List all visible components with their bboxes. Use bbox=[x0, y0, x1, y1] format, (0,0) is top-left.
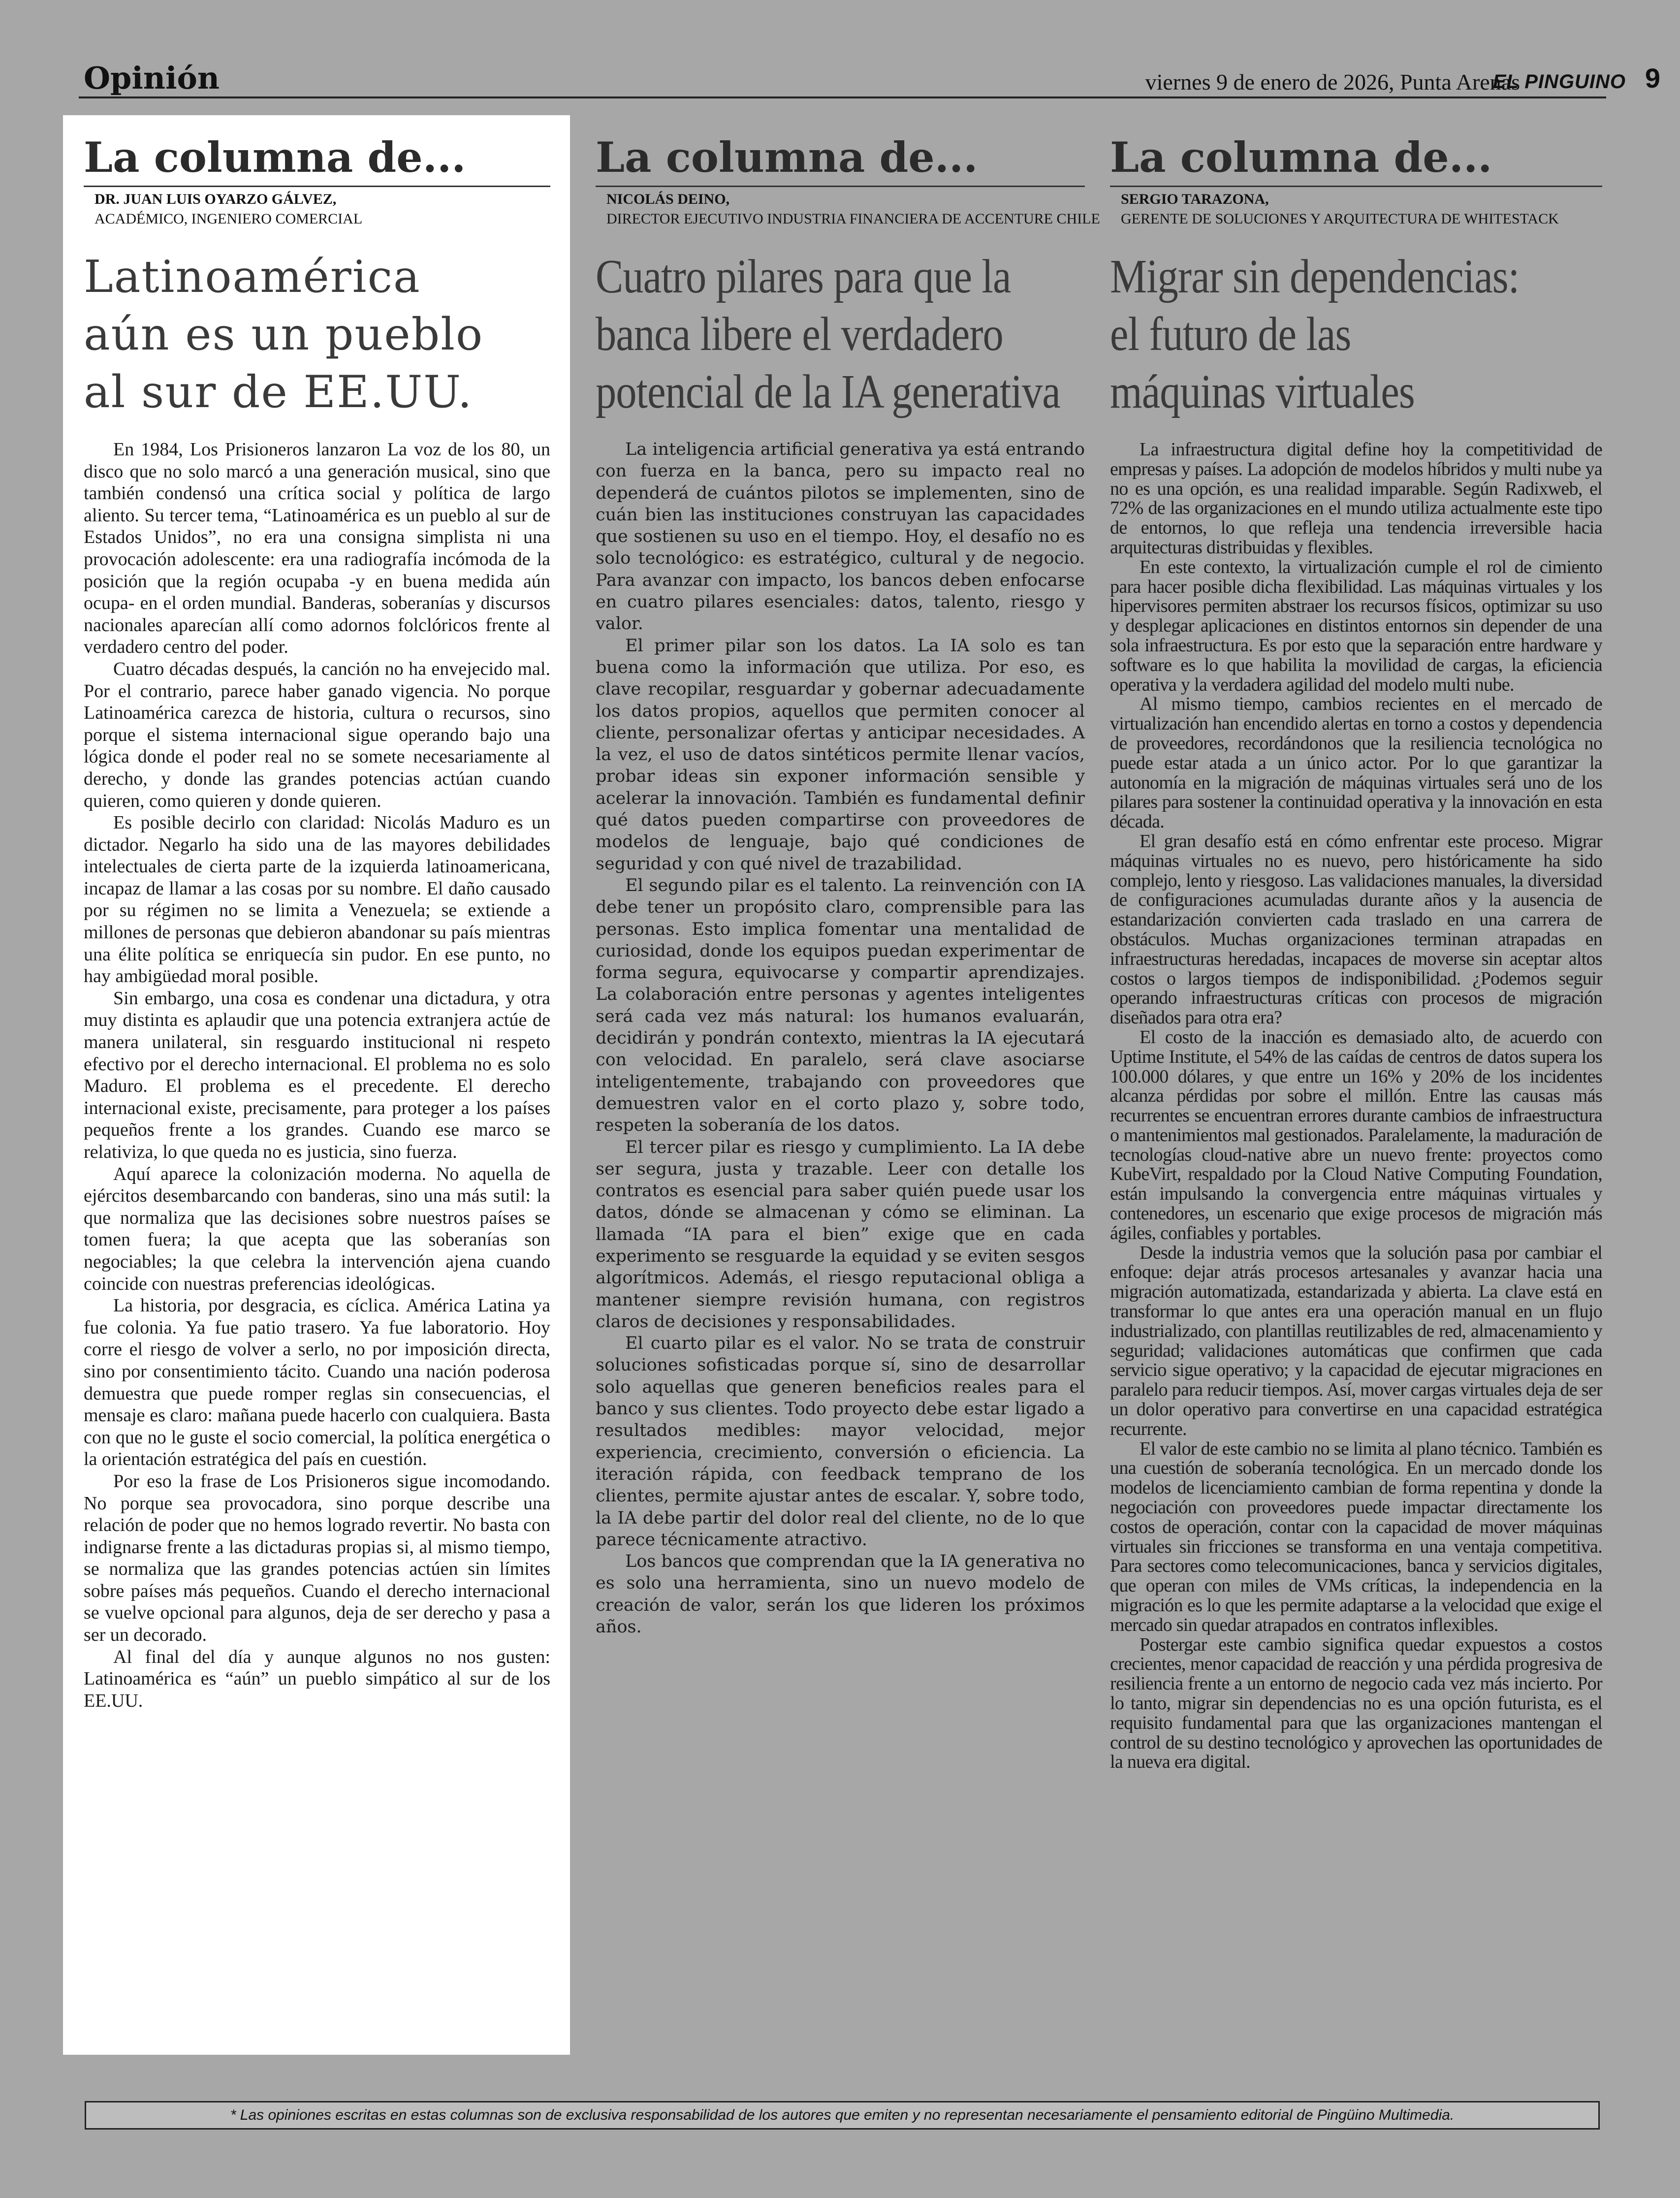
body-paragraph: Cuatro décadas después, la canción no ha envejecido mal. Por el contrario, parece haber ganado vigencia. No porque Latinoamérica carezca de historia, cultura o recursos, sino porque el sistema internacional sigue operando bajo una lógica donde el poder real no se somete necesariamente al derecho, y donde las grandes potencias actúan cuando quieren, como quieren y donde quieren. bbox=[84, 658, 550, 811]
author-role: DIRECTOR EJECUTIVO INDUSTRIA FINANCIERA DE ACCENTURE CHILE bbox=[606, 211, 1100, 227]
column-headline bbox=[596, 248, 1084, 421]
body-paragraph: La infraestructura digital define hoy la competitividad de empresas y países. La adopción de modelos híbridos y multi nube ya no es una opción, es una realidad imparable. Según Radixweb, el 72% de las organizaciones en el mundo utiliza actualmente este tipo de entornos, lo que refleja una tendencia irreversible hacia arquitecturas distribuidas y flexibles. bbox=[1110, 439, 1602, 558]
author-name: SERGIO TARAZONA, bbox=[1121, 191, 1269, 207]
headline-line: Latinoamérica bbox=[84, 251, 421, 303]
column-headline bbox=[1110, 248, 1601, 421]
headline-line: el futuro de las bbox=[1110, 308, 1351, 361]
author-role: GERENTE DE SOLUCIONES Y ARQUITECTURA DE WHITESTACK bbox=[1121, 211, 1559, 227]
body-paragraph: Postergar este cambio significa quedar expuestos a costos crecientes, menor capacidad de reacción y una pérdida progresiva de resiliencia frente a un entorno de negocio cada vez más incierto. Por lo tanto, migrar sin dependencias no es una opción futurista, es el requisito fundamental para que las organizaciones mantengan el control de su destino tecnológico y aprovechen las oportunidades de la nueva era digital. bbox=[1110, 1634, 1602, 1773]
body-paragraph: Al final del día y aunque algunos no nos gusten: Latinoamérica es “aún” un pueblo simpático al sur de los EE.UU. bbox=[84, 1646, 550, 1711]
headline-line: banca libere el verdadero bbox=[596, 308, 1003, 361]
body-paragraph: El primer pilar son los datos. La IA solo es tan buena como la información que utiliza. Por eso, es clave recopilar, resguardar y gobernar adecuadamente los datos propios, aquellos que permiten conocer al cliente, personalizar ofertas y anticipar necesidades. A la vez, el uso de datos sintéticos permite llenar vacíos, probar ideas sin exponer información sensible y acelerar la innovación. También es fundamental definir qué datos pueden compartirse con proveedores de modelos de lenguaje, bajo qué condiciones de seguridad y con qué nivel de trazabilidad. bbox=[596, 636, 1085, 874]
body-paragraph: El segundo pilar es el talento. La reinvención con IA debe tener un propósito claro, comprensible para las personas. Esto implica fomentar una mentalidad de curiosidad, donde los equipos puedan experimentar de forma segura, equivocarse y compartir aprendizajes. La colaboración entre personas y agentes inteligentes será cada vez más natural: los humanos evaluarán, decidirán y pondrán contexto, mientras la IA ejecutará con velocidad. En paralelo, será clave asociarse inteligentemente, trabajando con proveedores que demuestren valor en el corto plazo y, sobre todo, respeten la soberanía de los datos. bbox=[596, 875, 1085, 1136]
body-paragraph: En este contexto, la virtualización cumple el rol de cimiento para hacer posible dicha flexibilidad. Las máquinas virtuales y los hipervisores permiten abstraer los recursos físicos, optimizar su uso y desplegar aplicaciones en distintos entornos sin depender de una sola infraestructura. Es por esto que la separación entre hardware y software es lo que habilita la movilidad de cargas, la eficiencia operativa y la verdadera agilidad del modelo multi nube. bbox=[1110, 556, 1602, 695]
column-headline bbox=[84, 248, 550, 421]
body-paragraph: La inteligencia artificial generativa ya está entrando con fuerza en la banca, pero su impacto real no dependerá de cuántos pilotos se implementen, sino de cuán bien las instituciones construyan las capacidades que sostienen su uso en el tiempo. Hoy, el desafío no es solo tecnológico: es estratégico, cultural y de negocio. Para avanzar con impacto, los bancos deben enfocarse en cuatro pilares esenciales: datos, talento, riesgo y valor. bbox=[596, 440, 1085, 634]
body-paragraph: La historia, por desgracia, es cíclica. América Latina ya fue colonia. Ya fue patio trasero. Ya fue laboratorio. Hoy corre el riesgo de volver a serlo, no por imposición directa, sino por consentimiento tácito. Cuando una nación poderosa demuestra que puede romper reglas sin consecuencias, el mensaje es claro: mañana puede hacerlo con cualquiera. Basta con que no le guste el socio comercial, la política energética o la orientación estratégica del país en cuestión. bbox=[84, 1295, 550, 1470]
page-header bbox=[0, 0, 1680, 98]
column-body bbox=[596, 439, 1085, 1638]
body-paragraph: El valor de este cambio no se limita al plano técnico. También es una cuestión de soberanía tecnológica. En un mercado donde los modelos de licenciamiento cambian de forma repentina y donde la negociación con proveedores puede impactar directamente los costos de operación, contar con la capacidad de mover máquinas virtuales sin fricciones se transforma en una ventaja competitiva. Para sectores como telecomunicaciones, banca y servicios digitales, que operan con miles de VMs críticas, la independencia en la migración es lo que les permite adaptarse a la velocidad que exige el mercado sin quedar atrapados en contratos inflexibles. bbox=[1110, 1438, 1602, 1635]
column-kicker: La columna de... bbox=[1110, 133, 1492, 182]
body-paragraph: Al mismo tiempo, cambios recientes en el mercado de virtualización han encendido alertas en torno a costos y dependencia de proveedores, recordándonos que la resiliencia tecnológica no puede estar atada a un único actor. Por lo que garantizar la autonomía en la migración de máquinas virtuales será uno de los pilares para sostener la continuidad operativa y la innovación en esta década. bbox=[1110, 694, 1602, 832]
header-divider bbox=[79, 96, 1606, 98]
page-number: 9 bbox=[1645, 63, 1660, 94]
body-paragraph: El gran desafío está en cómo enfrentar este proceso. Migrar máquinas virtuales no es nuevo, pero históricamente ha sido complejo, lento y riesgoso. Las validaciones manuales, la diversidad de configuraciones acumuladas durante años y la ausencia de estandarización convierten cada traslado en una carrera de obstáculos. Muchas organizaciones terminan atrapadas en infraestructuras heredadas, incapaces de moverse sin aceptar altos costos o largos tiempos de indisponibilidad. ¿Podemos seguir operando infraestructuras críticas con procesos de migración diseñados para otra era? bbox=[1110, 830, 1602, 1028]
body-paragraph: Los bancos que comprendan que la IA generativa no es solo una herramienta, sino un nuevo modelo de creación de valor, serán los que lideren los próximos años. bbox=[596, 1552, 1085, 1637]
headline-line: aún es un pueblo bbox=[84, 309, 484, 360]
column-body bbox=[1110, 440, 1602, 1772]
opinion-column-1 bbox=[63, 115, 570, 2055]
body-paragraph: Aquí aparece la colonización moderna. No aquella de ejércitos desembarcando con banderas, sino una más sutil: la que normaliza que las decisiones sobre nuestros países se tomen fuera; la que acepta que las soberanías son negociables; la que celebra la intervención ajena cuando coincide con nuestras preferencias ideológicas. bbox=[84, 1163, 550, 1294]
headline-line: Migrar sin dependencias: bbox=[1110, 250, 1520, 303]
headline-line: máquinas virtuales bbox=[1110, 365, 1415, 418]
author-name: NICOLÁS DEINO, bbox=[606, 191, 730, 207]
disclaimer-footnote: * Las opiniones escritas en estas columnas son de exclusiva responsabilidad de los autores que emiten y no representan necesariamente el pensamiento editorial de Pingüino Multimedia. bbox=[85, 2101, 1600, 2130]
body-paragraph: En 1984, Los Prisioneros lanzaron La voz de los 80, un disco que no solo marcó a una generación musical, sino que también condensó una crítica social y política de largo aliento. Su tercer tema, “Latinoamérica es un pueblo al sur de Estados Unidos”, no era una consigna simplista ni una provocación adolescente: era una radiografía incómoda de la posición que la región ocupaba -y en buena medida aún ocupa- en el orden mundial. Banderas, soberanías y discursos nacionales aparecían allí como adornos folclóricos frente al verdadero centro del poder. bbox=[84, 439, 550, 658]
headline-line: Cuatro pilares para que la bbox=[596, 250, 1011, 303]
section-name: Opinión bbox=[84, 60, 220, 96]
date-line: viernes 9 de enero de 2026, Punta Arenas bbox=[1145, 69, 1520, 95]
body-paragraph: El costo de la inacción es demasiado alto, de acuerdo con Uptime Institute, el 54% de las caídas de centros de datos supera los 100.000 dólares, y que entre un 16% y 20% de los incidentes alcanza pérdidas por sobre el millón. Entre las causas más recurrentes se encuentran errores durante cambios de infraestructura o mantenimientos mal gestionados. Paralelamente, la maduración de tecnologías cloud-native abre un nuevo frente: proyectos como KubeVirt, respaldado por la Cloud Native Computing Foundation, están impulsando la convergencia entre máquinas virtuales y contenedores, un escenario que exige procesos de migración más ágiles, confiables y portables. bbox=[1110, 1026, 1602, 1243]
column-body bbox=[84, 439, 550, 1712]
column-kicker: La columna de... bbox=[84, 133, 466, 182]
column-rule bbox=[1110, 186, 1602, 187]
headline-line: al sur de EE.UU. bbox=[84, 366, 473, 418]
body-paragraph: Por eso la frase de Los Prisioneros sigue incomodando. No porque sea provocadora, sino porque describe una relación de poder que no hemos logrado revertir. No basta con indignarse frente a las dictaduras propias si, al mismo tiempo, se normaliza que las grandes potencias actúen sin límites sobre países más pequeños. Cuando el derecho internacional se vuelve opcional para algunos, deja de ser derecho y pasa a ser un decorado. bbox=[84, 1470, 550, 1646]
author-role: ACADÉMICO, INGENIERO COMERCIAL bbox=[95, 211, 363, 227]
body-paragraph: Es posible decirlo con claridad: Nicolás Maduro es un dictador. Negarlo ha sido una de las mayores debilidades intelectuales de cierta parte de la izquierda latinoamericana, incapaz de llamar a las cosas por su nombre. El daño causado por su régimen no se limita a Venezuela; se extiende a millones de personas que debieron abandonar su país mientras una élite política se enriquecía sin pudor. En ese punto, no hay ambigüedad moral posible. bbox=[84, 812, 550, 987]
body-paragraph: El cuarto pilar es el valor. No se trata de construir soluciones sofisticadas porque sí, sino de desarrollar solo aquellas que generen beneficios reales para el banco y sus clientes. Todo proyecto debe estar ligado a resultados medibles: mayor velocidad, mejor experiencia, crecimiento, conversión o eficiencia. La iteración rápida, con feedback temprano de los clientes, permite ajustar antes de escalar. Y, sobre todo, la IA debe partir del dolor real del cliente, no de lo que parece técnicamente atractivo. bbox=[596, 1334, 1085, 1550]
column-kicker: La columna de... bbox=[596, 133, 978, 182]
headline-line: potencial de la IA generativa bbox=[596, 365, 1060, 418]
body-paragraph: El tercer pilar es riesgo y cumplimiento. La IA debe ser segura, justa y trazable. Leer con detalle los contratos es esencial para saber quién puede usar los datos, dónde se almacenan y cómo se eliminan. La llamada “IA para el bien” exige que en cada experimento se resguarde la equidad y se eviten sesgos algorítmicos. Además, el riesgo reputacional obliga a mantener siempre revisión humana, con registros claros de decisiones y responsabilidades. bbox=[596, 1137, 1085, 1332]
body-paragraph: Desde la industria vemos que la solución pasa por cambiar el enfoque: dejar atrás procesos artesanales y avanzar hacia una migración automatizada, estandarizada y abierta. La clave está en transformar lo que antes era una operación manual en un flujo industrializado, con plantillas reutilizables de red, almacenamiento y seguridad; validaciones automáticas que confirmen que cada servicio sigue operativo; y la capacidad de ejecutar migraciones en paralelo para reducir tiempos. Así, mover cargas virtuales deja de ser un dolor operativo para convertirse en una capacidad estratégica recurrente. bbox=[1110, 1242, 1602, 1439]
author-name: DR. JUAN LUIS OYARZO GÁLVEZ, bbox=[95, 191, 337, 207]
body-paragraph: Sin embargo, una cosa es condenar una dictadura, y otra muy distinta es aplaudir que una potencia extranjera actúe de manera unilateral, sin resguardo institucional ni respeto efectivo por el derecho internacional. El problema no es solo Maduro. El problema es el precedente. El derecho internacional existe, precisamente, para proteger a los países pequeños frente a los grandes. Cuando ese marco se relativiza, lo que queda no es justicia, sino fuerza. bbox=[84, 988, 550, 1162]
column-rule bbox=[84, 186, 550, 187]
newspaper-logo: EL PINGUINO bbox=[1492, 71, 1626, 93]
column-rule bbox=[596, 186, 1085, 187]
